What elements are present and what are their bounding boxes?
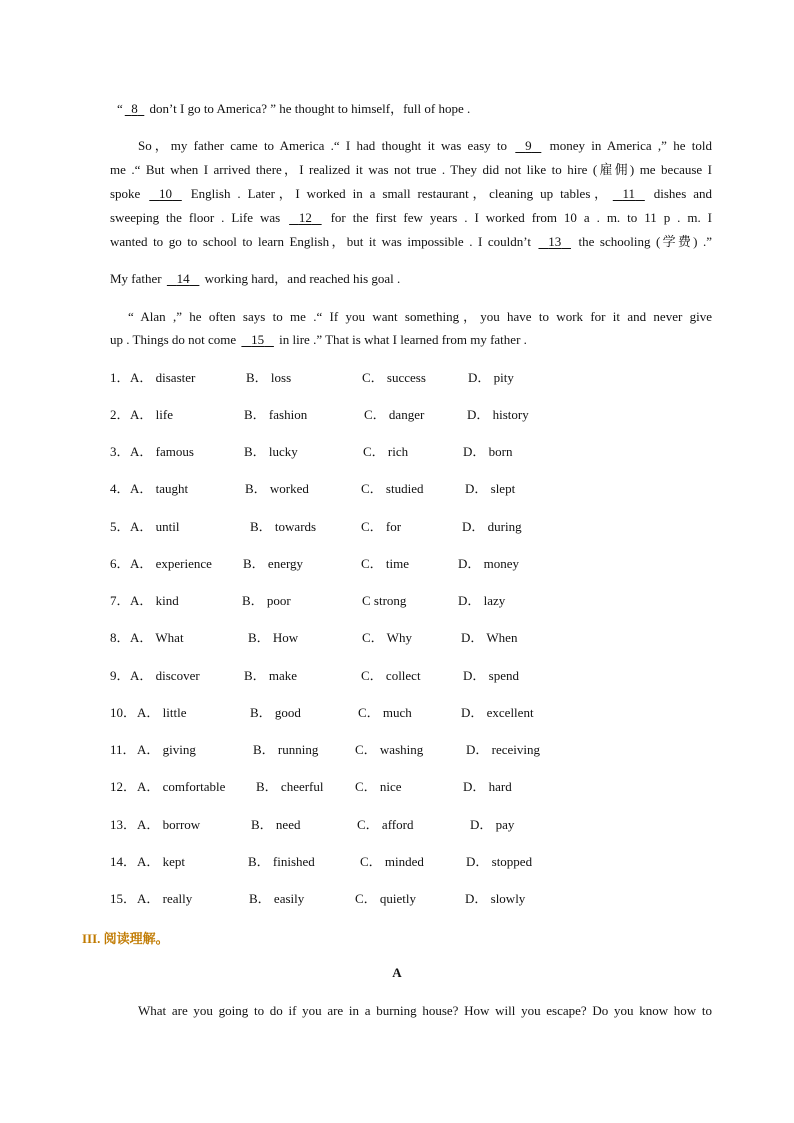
option-d: D． history — [467, 407, 529, 422]
option-b: B． How — [248, 630, 299, 645]
option-a: A． kind — [130, 593, 179, 608]
passage-p2-line-2 — [110, 161, 712, 179]
section-subtitle: A — [392, 965, 402, 980]
reading-text: What are you going to do if you are in a burning house? How will you escape? Do you know how to — [138, 1003, 712, 1018]
option-d: D． pay — [470, 817, 515, 832]
passage-p3 — [110, 270, 712, 288]
option-a: A． comfortable — [137, 779, 226, 794]
option-c: C． time — [361, 556, 410, 571]
option-b: B． lucky — [244, 444, 298, 459]
option-b: B． running — [253, 742, 319, 757]
passage-text: spoke — [110, 186, 148, 201]
quote-mark: “ — [117, 101, 123, 116]
blank-9-number: 9 — [525, 138, 532, 153]
passage-text: English . Later，I worked in a small restaurant，cleaning up tables， — [183, 186, 611, 201]
option-a: A． What — [130, 630, 184, 645]
blank-10-number: 10 — [159, 186, 173, 201]
option-c: C． success — [362, 370, 426, 385]
option-d: D． spend — [463, 668, 519, 683]
option-a: A． until — [130, 519, 180, 534]
reading-first-line — [138, 1002, 712, 1020]
question-number: 7． — [110, 593, 130, 608]
passage-text: sweeping the floor . Life was — [110, 210, 288, 225]
option-d: D． receiving — [466, 742, 541, 757]
blank-15 — [239, 331, 276, 349]
question-number: 2． — [110, 407, 130, 422]
passage-text: So，my father came to America .“ I had thought it was easy to — [138, 138, 514, 153]
passage-text: My father — [110, 271, 165, 286]
blank-13 — [536, 233, 573, 251]
option-b: B． worked — [245, 481, 309, 496]
option-c: C． danger — [364, 407, 425, 422]
option-d: D． excellent — [461, 705, 534, 720]
option-a: A． giving — [137, 742, 196, 757]
passage-text: dishes and — [646, 186, 712, 201]
blank-13-number: 13 — [548, 234, 562, 249]
option-a: A． borrow — [137, 817, 201, 832]
question-number: 5． — [110, 519, 130, 534]
option-b: B． finished — [248, 854, 315, 869]
option-b: B． make — [244, 668, 298, 683]
passage-text: “ Alan ,” he often says to me .“ If you want something，you have to work for it and never give — [128, 309, 712, 324]
blank-14 — [165, 270, 202, 288]
option-b: B． good — [250, 705, 301, 720]
option-b: B． fashion — [244, 407, 308, 422]
option-d: D． hard — [463, 779, 512, 794]
section-heading: III. 阅读理解。 — [82, 931, 169, 946]
question-number: 11． — [110, 742, 136, 757]
option-c: C． nice — [355, 779, 402, 794]
option-b: B． poor — [242, 593, 291, 608]
option-c: C． rich — [363, 444, 409, 459]
option-b: B． loss — [246, 370, 292, 385]
passage-text: the schooling (学费) .” — [572, 234, 712, 249]
option-a: A． disaster — [130, 370, 196, 385]
question-number: 6． — [110, 556, 130, 571]
question-number: 10． — [110, 705, 137, 720]
option-c: C． collect — [361, 668, 421, 683]
option-d: D． during — [462, 519, 522, 534]
passage-text: money in America ,” he told — [543, 138, 712, 153]
question-number: 4． — [110, 481, 130, 496]
option-c: C． washing — [355, 742, 424, 757]
option-c: C． studied — [361, 481, 424, 496]
option-a: A． discover — [130, 668, 200, 683]
option-b: B． cheerful — [256, 779, 324, 794]
option-c: C． afford — [357, 817, 414, 832]
passage-p2-line-5 — [110, 233, 712, 251]
question-number: 13． — [110, 817, 137, 832]
option-a: A． little — [137, 705, 187, 720]
passage-p2-line-1 — [138, 137, 712, 155]
blank-10 — [147, 185, 184, 203]
blank-8-number: 8 — [131, 101, 138, 116]
passage-text: me .“ But when I arrived there，I realized it was not true . They did not like to hire (雇佣) me because I — [110, 162, 712, 177]
option-b: B． energy — [243, 556, 304, 571]
option-c: C strong — [362, 593, 407, 608]
blank-9 — [513, 137, 543, 155]
option-d: D． stopped — [466, 854, 533, 869]
option-c: C． quietly — [355, 891, 417, 906]
option-b: B． towards — [250, 519, 317, 534]
option-a: A． famous — [130, 444, 194, 459]
option-c: C． minded — [360, 854, 424, 869]
passage-text: wanted to go to school to learn English，but it was impossible . I couldn’t — [110, 234, 537, 249]
option-d: D． lazy — [458, 593, 506, 608]
passage-p4-line-2 — [110, 331, 712, 349]
blank-12 — [287, 209, 324, 227]
passage-text: in lire .” That is what I learned from my father . — [275, 332, 527, 347]
question-number: 15． — [110, 891, 137, 906]
option-c: C． Why — [362, 630, 412, 645]
option-d: D． money — [458, 556, 520, 571]
option-d: D． slowly — [465, 891, 526, 906]
option-b: B． need — [251, 817, 301, 832]
option-d: D． pity — [468, 370, 514, 385]
blank-11-number: 11 — [622, 186, 636, 201]
question-number: 3． — [110, 444, 130, 459]
question-number: 9． — [110, 668, 130, 683]
passage-p2-line-4 — [110, 209, 712, 227]
passage-text: don’t I go to America? ” he thought to himself，full of hope . — [146, 101, 471, 116]
blank-8 — [123, 100, 147, 118]
option-a: A． experience — [130, 556, 212, 571]
passage-line-1 — [117, 100, 719, 118]
option-d: D． slept — [465, 481, 516, 496]
option-c: C． for — [361, 519, 402, 534]
blank-14-number: 14 — [176, 271, 190, 286]
option-a: A． kept — [137, 854, 186, 869]
option-a: A． really — [137, 891, 193, 906]
passage-p2-line-3 — [110, 185, 712, 203]
option-c: C． much — [358, 705, 412, 720]
passage-p4-line-1 — [128, 308, 712, 326]
passage-text: working hard，and reached his goal . — [201, 271, 401, 286]
question-number: 14． — [110, 854, 137, 869]
blank-15-number: 15 — [251, 332, 265, 347]
option-b: B． easily — [249, 891, 305, 906]
question-number: 8． — [110, 630, 130, 645]
question-number: 12． — [110, 779, 137, 794]
option-d: D． born — [463, 444, 513, 459]
blank-11 — [611, 185, 647, 203]
option-d: D． When — [461, 630, 518, 645]
option-a: A． life — [130, 407, 173, 422]
option-a: A． taught — [130, 481, 189, 496]
passage-text: up . Things do not come — [110, 332, 240, 347]
passage-text: for the first few years . I worked from 10 a . m. to 11 p . m. I — [323, 210, 713, 225]
question-number: 1． — [110, 370, 130, 385]
blank-12-number: 12 — [298, 210, 312, 225]
